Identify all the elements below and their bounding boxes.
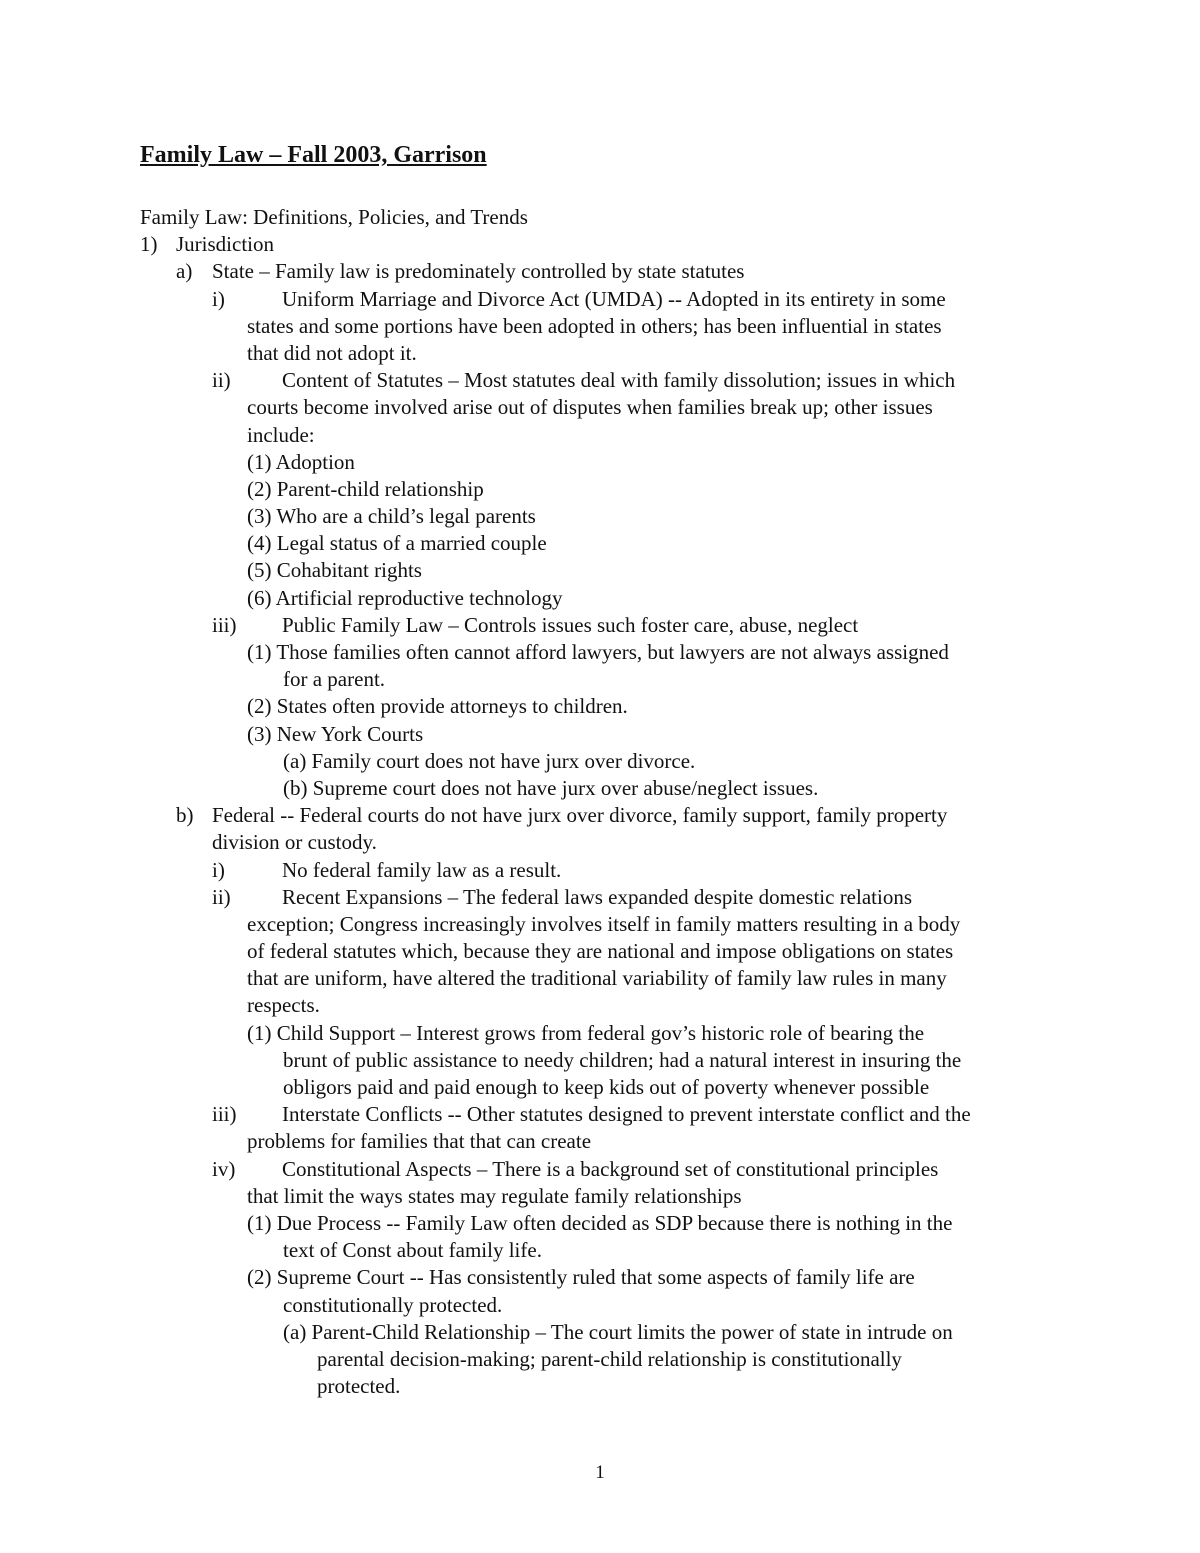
outline-marker: i) — [212, 286, 225, 311]
outline-line — [0, 557, 1200, 584]
outline-text: exception; Congress increasingly involves itself in family matters resulting in a body — [247, 911, 961, 936]
outline-text: Public Family Law – Controls issues such foster care, abuse, neglect — [282, 612, 859, 637]
outline-text: (5) Cohabitant rights — [247, 558, 422, 583]
outline-text: Uniform Marriage and Divorce Act (UMDA) -- Adopted in its entirety in some — [282, 286, 946, 311]
outline-line — [0, 721, 1200, 748]
outline-line — [0, 449, 1200, 476]
outline-line — [0, 286, 1200, 313]
outline-line — [0, 1020, 1200, 1047]
outline-text: problems for families that that can create — [247, 1129, 592, 1154]
outline-line — [0, 612, 1200, 639]
outline-text: of federal statutes which, because they are national and impose obligations on states — [247, 939, 954, 964]
outline-text: courts become involved arise out of disputes when families break up; other issues — [247, 395, 933, 420]
outline-text: constitutionally protected. — [283, 1292, 503, 1317]
outline-text: (a) Family court does not have jurx over divorce. — [283, 748, 696, 773]
outline-text: Recent Expansions – The federal laws expanded despite domestic relations — [282, 884, 912, 909]
outline-line — [0, 1156, 1200, 1183]
outline-text: Constitutional Aspects – There is a background set of constitutional principles — [282, 1156, 939, 1181]
outline-line — [0, 965, 1200, 992]
outline-text: (a) Parent-Child Relationship – The court limits the power of state in intrude on — [283, 1319, 953, 1344]
outline-line — [0, 1264, 1200, 1291]
outline-text: include: — [247, 422, 315, 447]
outline-text: (3) New York Courts — [247, 721, 424, 746]
outline-text: Jurisdiction — [176, 232, 274, 257]
outline-line — [0, 1183, 1200, 1210]
outline-text: protected. — [317, 1374, 401, 1399]
document-body — [0, 204, 1200, 1400]
outline-text: No federal family law as a result. — [282, 857, 562, 882]
outline-text: (6) Artificial reproductive technology — [247, 585, 563, 610]
outline-text: (1) Adoption — [247, 449, 355, 474]
outline-line — [0, 1292, 1200, 1319]
outline-line — [0, 585, 1200, 612]
outline-line — [0, 775, 1200, 802]
outline-text: respects. — [247, 993, 320, 1018]
outline-text: brunt of public assistance to needy children; had a natural interest in insuring the — [283, 1047, 962, 1072]
outline-line — [0, 938, 1200, 965]
outline-text: (1) Due Process -- Family Law often decided as SDP because there is nothing in the — [247, 1210, 953, 1235]
outline-line — [0, 340, 1200, 367]
outline-marker: a) — [176, 259, 193, 284]
outline-marker: ii) — [212, 368, 231, 393]
outline-marker: iii) — [212, 1102, 237, 1127]
outline-line — [0, 884, 1200, 911]
outline-line — [0, 1074, 1200, 1101]
section-heading-text: Family Law: Definitions, Policies, and Trends — [140, 205, 528, 229]
outline-line — [0, 367, 1200, 394]
outline-text: text of Const about family life. — [283, 1238, 542, 1263]
outline-line — [0, 258, 1200, 285]
outline-line — [0, 992, 1200, 1019]
outline-text: (2) Parent-child relationship — [247, 476, 484, 501]
outline-text: that are uniform, have altered the traditional variability of family law rules in many — [247, 966, 947, 991]
outline-text: (2) States often provide attorneys to children. — [247, 694, 628, 719]
outline-text: Interstate Conflicts -- Other statutes designed to prevent interstate conflict and the — [282, 1102, 971, 1127]
outline-line — [0, 476, 1200, 503]
outline-text: (3) Who are a child’s legal parents — [247, 504, 536, 529]
outline-line — [0, 1319, 1200, 1346]
outline-line — [0, 231, 1200, 258]
outline-text: (4) Legal status of a married couple — [247, 531, 547, 556]
document-title: Family Law – Fall 2003, Garrison — [140, 142, 487, 168]
outline-line — [0, 639, 1200, 666]
outline-line — [0, 422, 1200, 449]
outline-line — [0, 503, 1200, 530]
outline-text: that did not adopt it. — [247, 340, 417, 365]
outline-text: that limit the ways states may regulate family relationships — [247, 1183, 742, 1208]
outline-line — [0, 1346, 1200, 1373]
outline-marker: b) — [176, 803, 194, 828]
outline-text: (2) Supreme Court -- Has consistently ruled that some aspects of family life are — [247, 1265, 915, 1290]
outline-line — [0, 693, 1200, 720]
outline-text: Content of Statutes – Most statutes deal with family dissolution; issues in which — [282, 368, 956, 393]
outline-line — [0, 1101, 1200, 1128]
outline-text: (1) Child Support – Interest grows from federal gov’s historic role of bearing the — [247, 1020, 925, 1045]
outline-marker: i) — [212, 857, 225, 882]
outline-line — [0, 857, 1200, 884]
outline-line — [0, 802, 1200, 829]
outline-text: states and some portions have been adopted in others; has been influential in states — [247, 313, 942, 338]
outline-line — [0, 1128, 1200, 1155]
outline-marker: ii) — [212, 884, 231, 909]
outline-line — [0, 748, 1200, 775]
outline-text: (1) Those families often cannot afford lawyers, but lawyers are not always assigned — [247, 640, 949, 664]
outline-text: State – Family law is predominately controlled by state statutes — [212, 259, 745, 284]
outline-line — [0, 394, 1200, 421]
outline-line — [0, 829, 1200, 856]
outline-line — [0, 1210, 1200, 1237]
outline-text: for a parent. — [283, 667, 386, 692]
outline-line — [0, 313, 1200, 340]
outline-line — [0, 1047, 1200, 1074]
outline-text: (b) Supreme court does not have jurx over abuse/neglect issues. — [283, 775, 819, 800]
outline-line — [0, 1237, 1200, 1264]
outline-marker: iv) — [212, 1156, 236, 1181]
outline-line — [0, 1373, 1200, 1400]
outline-marker: iii) — [212, 612, 237, 637]
outline-line — [0, 911, 1200, 938]
outline-text: Federal -- Federal courts do not have jurx over divorce, family support, family property — [212, 803, 948, 828]
page-number: 1 — [595, 1462, 605, 1483]
outline-line — [0, 666, 1200, 693]
outline-marker: 1) — [140, 232, 158, 257]
outline-line — [0, 530, 1200, 557]
outline-text: obligors paid and paid enough to keep kids out of poverty whenever possible — [283, 1075, 930, 1099]
section-heading — [0, 204, 1200, 231]
outline-text: division or custody. — [212, 830, 377, 855]
outline-text: parental decision-making; parent-child relationship is constitutionally — [317, 1346, 902, 1371]
